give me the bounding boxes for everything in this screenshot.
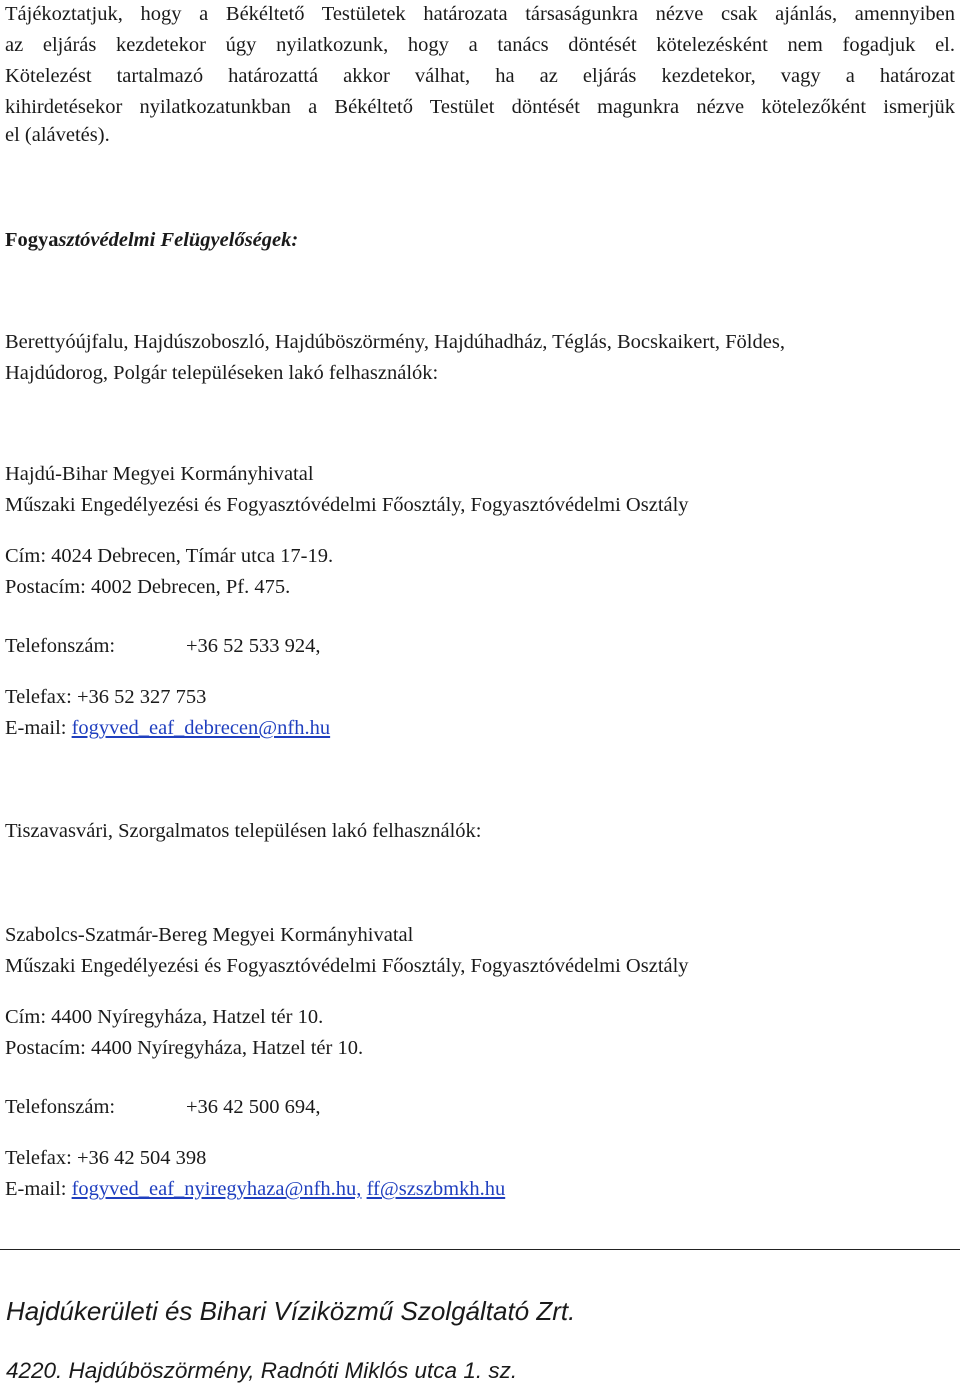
section2-fax: Telefax: +36 42 504 398 — [5, 1147, 207, 1169]
section2-department: Műszaki Engedélyezési és Fogyasztóvédelmi Főosztály, Fogyasztóvédelmi Osztály — [5, 955, 689, 977]
section1-towns-line2: Hajdúdorog, Polgár településeken lakó felhasználók: — [5, 362, 439, 384]
section2-email-row — [5, 1179, 505, 1200]
company-address: 4220. Hajdúböszörmény, Radnóti Miklós utca 1. sz. — [6, 1358, 518, 1383]
section1-email-label: E-mail: — [5, 717, 72, 739]
company-name: Hajdúkerületi és Bihari Víziközmű Szolgáltató Zrt. — [6, 1296, 576, 1326]
section2-office: Szabolcs-Szatmár-Bereg Megyei Kormányhivatal — [5, 924, 414, 946]
intro-line-3: Kötelezést tartalmazó határozattá akkor válhat, ha az eljárás kezdetekor, vagy a határozat — [5, 65, 955, 87]
section1-email-link[interactable]: fogyved_eaf_debrecen@nfh.hu — [71, 717, 331, 739]
section2-phone-label: Telefonszám: — [5, 1096, 116, 1118]
horizontal-divider — [0, 1249, 960, 1250]
intro-line-2: az eljárás kezdetekor úgy nyilatkozunk, hogy a tanács döntését kötelezésként nem fogadjuk el. — [5, 34, 955, 56]
section1-phone: +36 52 533 924, — [186, 635, 321, 657]
section2-email-label: E-mail: — [5, 1178, 72, 1200]
section1-address: Cím: 4024 Debrecen, Tímár utca 17-19. — [5, 545, 334, 567]
section2-phone-row — [5, 1097, 321, 1118]
section1-towns-line1: Berettyóújfalu, Hajdúszoboszló, Hajdúböszörmény, Hajdúhadház, Téglás, Bocskaikert, Földes, — [5, 331, 785, 353]
section-heading-part1: Fogya — [5, 229, 59, 251]
section2-email-link-2[interactable]: ff@szszbmkh.hu — [366, 1178, 506, 1200]
section-heading-part2: sztóvédelmi Felügyelőségek: — [58, 229, 299, 251]
section-heading — [5, 230, 298, 251]
section1-email-row — [5, 718, 330, 739]
section2-postal: Postacím: 4400 Nyíregyháza, Hatzel tér 10. — [5, 1037, 364, 1059]
section2-phone: +36 42 500 694, — [186, 1096, 321, 1118]
intro-line-1: Tájékoztatjuk, hogy a Békéltető Testületek határozata társaságunkra nézve csak ajánlás, amennyiben — [5, 3, 955, 25]
section1-phone-row — [5, 636, 321, 657]
section2-email-link-1[interactable]: fogyved_eaf_nyiregyhaza@nfh.hu, — [71, 1178, 362, 1200]
section2-address: Cím: 4400 Nyíregyháza, Hatzel tér 10. — [5, 1006, 324, 1028]
intro-line-5: el (alávetés). — [5, 124, 110, 146]
section1-office: Hajdú-Bihar Megyei Kormányhivatal — [5, 463, 314, 485]
section1-phone-label: Telefonszám: — [5, 635, 116, 657]
section2-towns: Tiszavasvári, Szorgalmatos településen lakó felhasználók: — [5, 820, 482, 842]
section1-postal: Postacím: 4002 Debrecen, Pf. 475. — [5, 576, 291, 598]
section1-department: Műszaki Engedélyezési és Fogyasztóvédelmi Főosztály, Fogyasztóvédelmi Osztály — [5, 494, 689, 516]
intro-line-4: kihirdetésekor nyilatkozatunkban a Békéltető Testület döntését magunkra nézve kötelezőként ismerjük — [5, 96, 955, 118]
section1-fax: Telefax: +36 52 327 753 — [5, 686, 207, 708]
